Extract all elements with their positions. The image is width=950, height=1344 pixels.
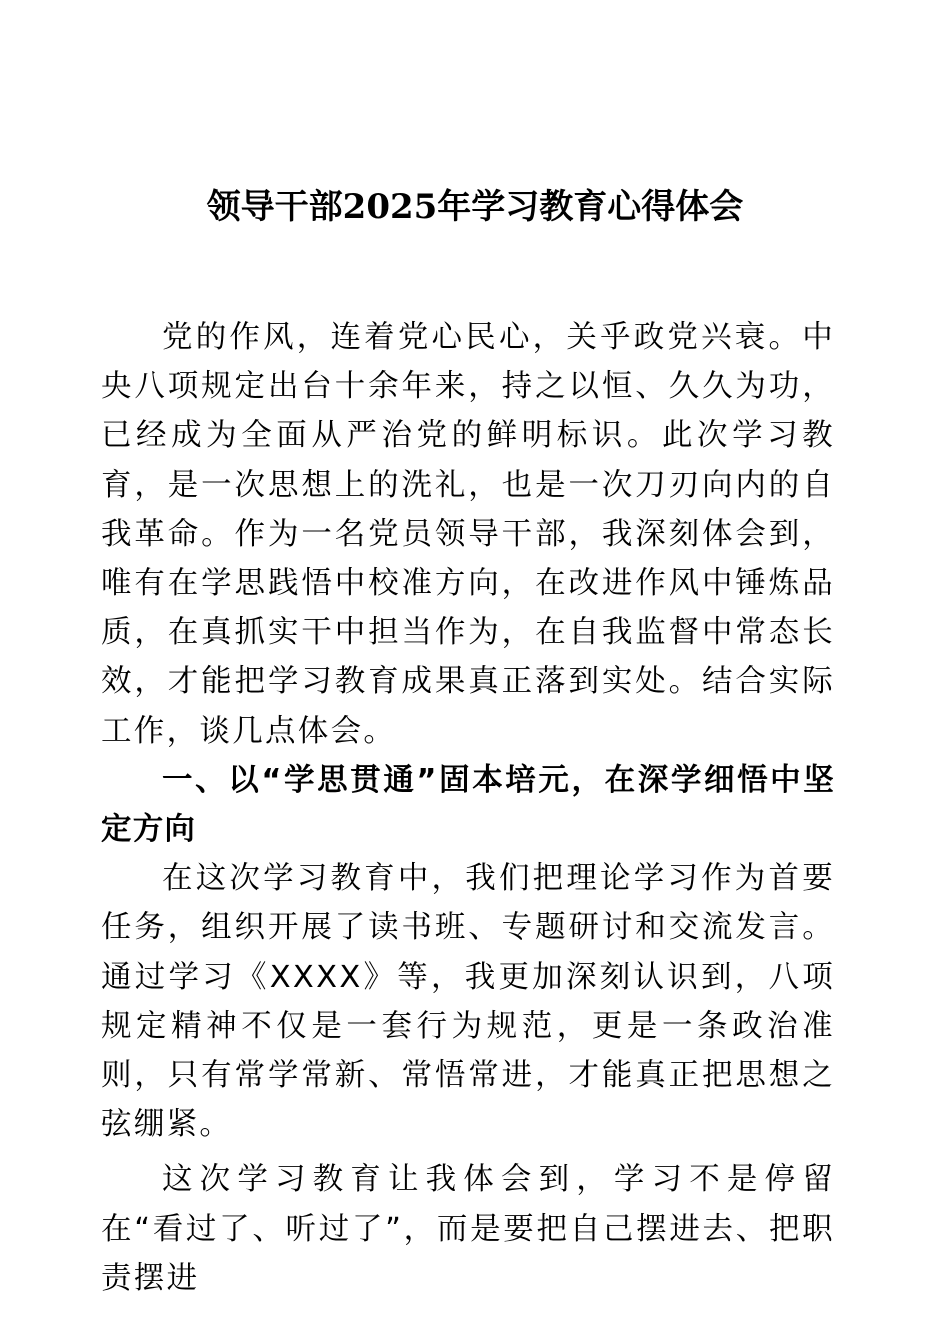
section-heading-1: 一、以“学思贯通”固本培元，在深学细悟中坚定方向 [101,762,835,848]
document-title: 领导干部2025年学习教育心得体会 [206,187,744,227]
document-body [101,313,835,1303]
body-paragraph-2: 在这次学习教育中，我们把理论学习作为首要任务，组织开展了读书班、专题研讨和交流发言。通过学习《XXXX》等，我更加深刻认识到，八项规定精神不仅是一套行为规范，更是一条政治准则，只有常学常新、常悟常进，才能真正把思想之弦绷紧。 [101,861,835,1143]
intro-paragraph: 党的作风，连着党心民心，关乎政党兴衰。中央八项规定出台十余年来，持之以恒、久久为功，已经成为全面从严治党的鲜明标识。此次学习教育，是一次思想上的洗礼，也是一次刀刃向内的自我革命。作为一名党员领导干部，我深刻体会到，唯有在学思践悟中校准方向，在改进作风中锤炼品质，在真抓实干中担当作为，在自我监督中常态长效，才能把学习教育成果真正落到实处。结合实际工作，谈几点体会。 [101,320,835,749]
body-paragraph-3: 这次学习教育让我体会到，学习不是停留在“看过了、听过了”，而是要把自己摆进去、把职责摆进 [101,1162,835,1296]
